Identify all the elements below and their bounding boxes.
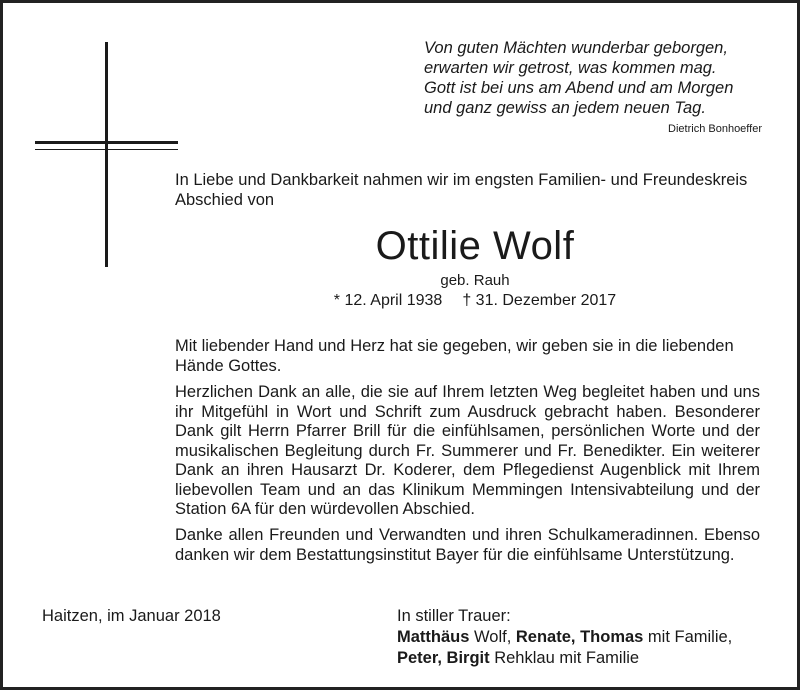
mourner-suffix: Rehklau mit Familie [489, 649, 640, 667]
mourner-surname: Wolf, [469, 628, 516, 646]
cross-horizontal-thin-bar [35, 149, 178, 150]
cross-horizontal-bar [35, 141, 178, 144]
poem-line: Gott ist bei uns am Abend und am Morgen [424, 79, 734, 97]
birth-date: * 12. April 1938 [333, 292, 443, 309]
mourners-heading: In stiller Trauer: [397, 607, 511, 625]
mourner-name: Matthäus [397, 628, 470, 646]
mourners-line [397, 627, 732, 648]
paragraph: Herzlichen Dank an alle, die sie auf Ihrem letzten Weg begleitet haben und uns ihr Mitgefühl in Wort und Schrift zum Ausdruck gebracht haben. Besonderer Dank gilt Herrn Pfarrer Brill für die einfühlsamen, persönlichen Worte und der musikalischen Begleitung durch Fr. Summerer und Fr. Benedikter. Ein weiterer Dank an ihren Hausarzt Dr. Koderer, dem Pflegedienst Augenblick mit Ihrem liebevollen Team und an das Klinikum Memmingen Intensivabteilung und der Station 6A für den würdevollen Abschied. [175, 383, 760, 518]
death-date: † 31. Dezember 2017 [462, 292, 617, 309]
place-date: Haitzen, im Januar 2018 [42, 607, 221, 625]
deceased-name: Ottilie Wolf [375, 224, 575, 268]
mourners-block [397, 606, 732, 669]
paragraph: Mit liebender Hand und Herz hat sie gegeben, wir geben sie in die liebenden Hände Gottes. [175, 337, 734, 375]
intro-text: In Liebe und Dankbarkeit nahmen wir im engsten Familien- und Freundeskreis Abschied von [175, 171, 748, 209]
maiden-name: geb. Rauh [440, 272, 510, 289]
cross-vertical-bar [105, 42, 108, 267]
poem-line: Von guten Mächten wunderbar geborgen, [424, 39, 728, 57]
mourner-names: Peter, Birgit [397, 649, 490, 667]
poem-author: Dietrich Bonhoeffer [668, 123, 762, 135]
poem-line: und ganz gewiss an jedem neuen Tag. [424, 99, 706, 117]
mourners-line [397, 648, 732, 669]
life-dates [175, 291, 775, 311]
poem-line: erwarten wir getrost, was kommen mag. [424, 59, 717, 77]
mourner-suffix: mit Familie, [643, 628, 733, 646]
mourner-names: Renate, Thomas [515, 628, 644, 646]
poem-quote [424, 38, 784, 118]
paragraph: Danke allen Freunden und Verwandten und ihren Schulkameradinnen. Ebenso danken wir dem Bestattungsinstitut Bayer für die einfühlsame Unterstützung. [175, 526, 760, 564]
